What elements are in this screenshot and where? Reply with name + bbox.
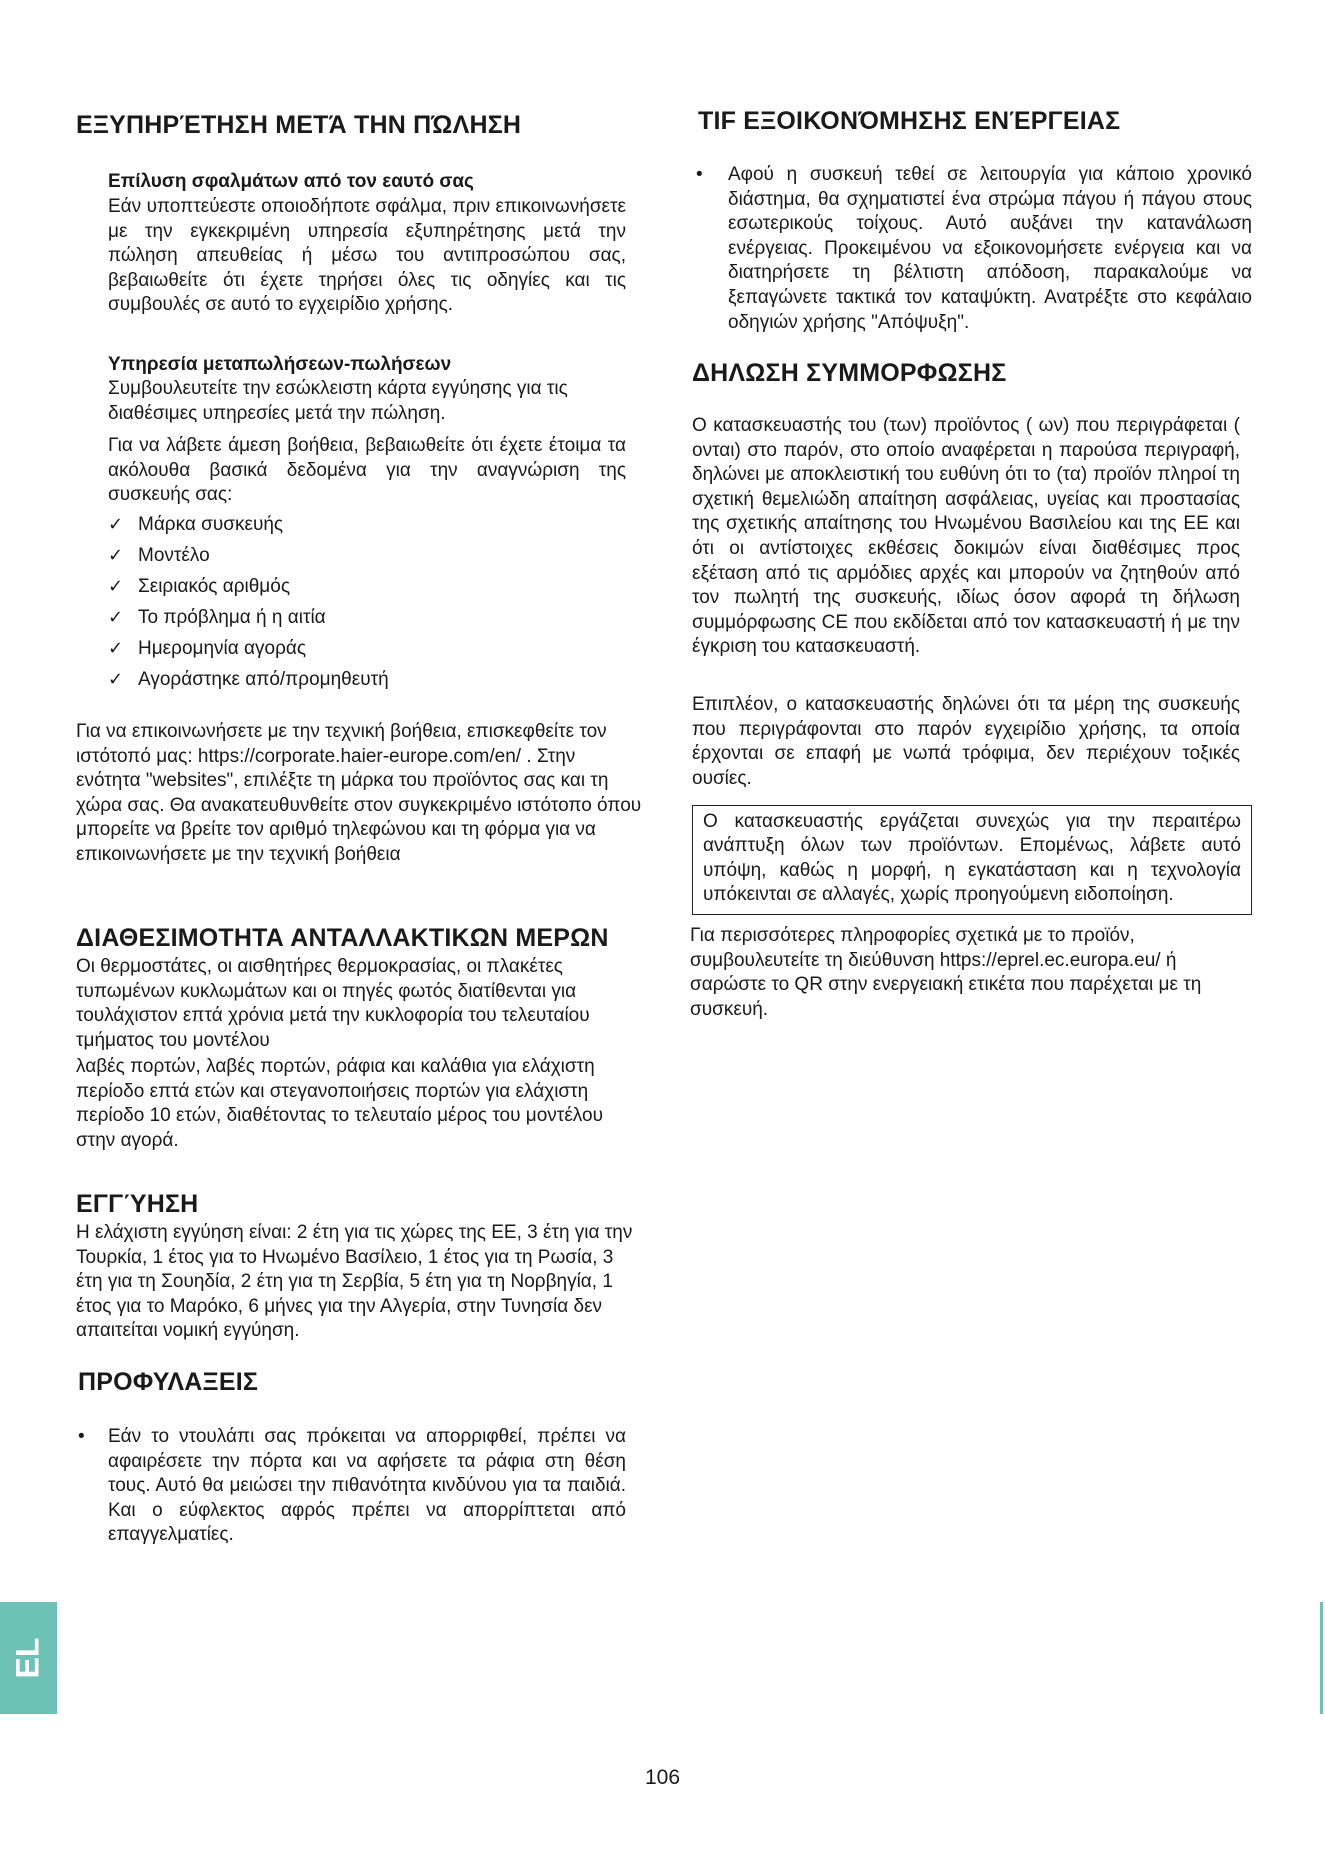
check-icon: ✓ xyxy=(108,669,124,690)
conformity-heading: ΔΗΛΩΣΗ ΣΥΜΜΟΡΦΩΣΗΣ xyxy=(692,359,1007,387)
checklist-item: ✓ Ημερομηνία αγοράς xyxy=(108,638,307,659)
contact-text: Για να επικοινωνήσετε με την τεχνική βοήθεια, επισκεφθείτε τον ιστότοπό μας: https://corporate.haier-europe.com/en/ . Στην ενότητα "websites", επιλέξτε τη μάρκα του προϊόντος σας και τη χώρα σας. Θα ανακατευθυνθείτε στον συγκεκριμένο ιστότοπο όπου μπορείτε να βρείτε τον αριθμό τηλεφώνου και τη φόρμα για να επικοινωνήσετε με την τεχνική βοήθεια xyxy=(76,721,642,865)
troubleshoot-title: Επίλυση σφαλμάτων από τον εαυτό σας xyxy=(108,171,474,192)
spare-parts-text-2: λαβές πορτών, λαβές πορτών, ράφια και καλάθια για ελάχιστη περίοδο επτά ετών και στεγανοποιήσεις πορτών για ελάχιστη περίοδο 10 ετών, διαθέτοντας το τελευταίο μέρος του μοντέλου στην αγορά. xyxy=(76,1056,603,1151)
spare-parts-text: Οι θερμοστάτες, οι αισθητήρες θερμοκρασίας, οι πλακέτες τυπωμένων κυκλωμάτων και οι πηγές φωτός διατίθενται για τουλάχιστον επτά χρόνια μετά την κυκλοφορία του τελευταίου τμήματος του μοντέλου xyxy=(76,956,590,1051)
check-icon: ✓ xyxy=(108,545,124,566)
conformity-text: Ο κατασκευαστής του (των) προϊόντος ( ων) που περιγράφεται ( ονται) στο παρόν, στο οποίο αναφέρεται η παρούσα περιγραφή, δηλώνει με αποκλειστική του ευθύνη ότι το (τα) προϊόν πληροί τη σχετική θεμελιώδη απαίτηση ασφάλειας, υγείας και προστασίας της σχετικής απαίτησης του Ηνωμένου Βασιλείου και της ΕΕ και ότι οι αντίστοιχες εκθέσεις δοκιμών είναι διαθέσιμες προς εξέταση από τις αρμόδιες αρχές και μπορούν να ζητηθούν από τον πωλητή της συσκευής, ιδίως όσον αφορά τη δήλωση συμμόρφωσης CE που εκδίδεται από τον κατασκευαστή ή με την έγκριση του κατασκευαστή. xyxy=(692,415,1240,658)
precautions-heading: ΠΡΟΦΥΛΑΞΕΙΣ xyxy=(78,1368,259,1396)
checklist-item: ✓ Σειριακός αριθμός xyxy=(108,576,290,597)
identification-checklist xyxy=(108,513,389,699)
precaution-text: Εάν το ντουλάπι σας πρόκειται να απορριφθεί, πρέπει να αφαιρέσετε την πόρτα και να αφήσετε τα ράφια στη θέση τους. Αυτό θα μειώσει την πιθανότητα κινδύνου για τα παιδιά. Και ο εύφλεκτος αφρός πρέπει να απορρίπτεται από επαγγελματίες. xyxy=(108,1426,626,1546)
conformity-text-2: Επιπλέον, ο κατασκευαστής δηλώνει ότι τα μέρη της συσκευής που περιγράφονται στο παρόν εγχειρίδιο χρήσης, τα οποία έρχονται σε επαφή με νωπά τρόφιμα, δεν περιέχουν τοξικές ουσίες. xyxy=(692,694,1240,789)
right-edge-marker xyxy=(1320,1602,1323,1714)
check-icon: ✓ xyxy=(108,607,124,628)
checklist-item: ✓ Το πρόβλημα ή η αιτία xyxy=(108,607,326,628)
spare-parts-heading: ΔΙΑΘΕΣΙΜΟΤΗΤΑ ΑΝΤΑΛΛΑΚΤΙΚΩΝ ΜΕΡΩΝ xyxy=(76,924,609,952)
language-tab-label: EL xyxy=(9,1637,46,1679)
energy-tip-heading: TIF ΕΞΟΙΚΟΝΌΜΗΣΗΣ ΕΝΈΡΓΕΙΑΣ xyxy=(698,107,1121,135)
warranty-heading: ΕΓΓΎΗΣΗ xyxy=(76,1190,199,1218)
bullet-icon: • xyxy=(78,1426,85,1447)
more-info-text: Για περισσότερες πληροφορίες σχετικά με το προϊόν, συμβουλευτείτε τη διεύθυνση https://eprel.ec.europa.eu/ ή σαρώστε το QR στην ενεργειακή ετικέτα που παρέχεται με τη συσκευή. xyxy=(690,925,1202,1020)
checklist-item: ✓ Μοντέλο xyxy=(108,545,210,566)
notice-box: Ο κατασκευαστής εργάζεται συνεχώς για την περαιτέρω ανάπτυξη όλων των προϊόντων. Επομένως, λάβετε αυτό υπόψη, καθώς η μορφή, η εγκατάσταση και η τεχνολογία υπόκεινται σε αλλαγές, χωρίς προηγούμενη ειδοποίηση. xyxy=(692,805,1252,915)
troubleshoot-text: Εάν υποπτεύεστε οποιοδήποτε σφάλμα, πριν επικοινωνήσετε με την εγκεκριμένη υπηρεσία εξυπηρέτησης μετά την πώληση απευθείας ή μέσω του αντιπροσώπου σας, βεβαιωθείτε ότι έχετε τηρήσει όλες τις οδηγίες και τις συμβουλές σε αυτό το εγχειρίδιο χρήσης. xyxy=(108,196,626,316)
after-sales-heading: ΕΞΥΠΗΡΈΤΗΣΗ ΜΕΤΆ ΤΗΝ ΠΏΛΗΣΗ xyxy=(76,111,522,139)
energy-tip-text: Αφού η συσκευή τεθεί σε λειτουργία για κάποιο χρονικό διάστημα, θα σχηματιστεί ένα στρώμα πάγου ή πάγου στους εσωτερικούς τοίχους. Αυτό αυξάνει την κατανάλωση ενέργειας. Προκειμένου να εξοικονομήσετε ενέργεια και να διατηρήσετε τη βέλτιστη απόδοση, παρακαλούμε να ξεπαγώνετε τακτικά τον καταψύκτη. Ανατρέξτε στο κεφάλαιο οδηγιών χρήσης "Απόψυξη". xyxy=(728,164,1252,333)
check-icon: ✓ xyxy=(108,514,124,535)
checklist-item: ✓ Μάρκα συσκευής xyxy=(108,514,284,535)
direct-help-text: Για να λάβετε άμεση βοήθεια, βεβαιωθείτε ότι έχετε έτοιμα τα ακόλουθα βασικά δεδομένα για την αναγνώριση της συσκευής σας: xyxy=(108,435,626,506)
energy-tip-item xyxy=(696,163,1252,335)
service-text: Συμβουλευτείτε την εσώκλειστη κάρτα εγγύησης για τις διαθέσιμες υπηρεσίες μετά την πώληση. xyxy=(108,378,568,424)
precaution-item xyxy=(78,1425,626,1548)
page-number: 106 xyxy=(644,1766,681,1789)
warranty-text: Η ελάχιστη εγγύηση είναι: 2 έτη για τις χώρες της ΕΕ, 3 έτη για την Τουρκία, 1 έτος για το Ηνωμένο Βασίλειο, 1 έτος για τη Ρωσία, 3 έτη για τη Σουηδία, 2 έτη για τη Σερβία, 5 έτη για τη Νορβηγία, 1 έτος για το Μαρόκο, 6 μήνες για την Αλγερία, στην Τυνησία δεν απαιτείται νομική εγγύηση. xyxy=(76,1222,633,1342)
checklist-item: ✓ Αγοράστηκε από/προμηθευτή xyxy=(108,669,389,690)
service-title: Υπηρεσία μεταπωλήσεων-πωλήσεων xyxy=(108,354,452,375)
bullet-icon: • xyxy=(696,164,703,185)
check-icon: ✓ xyxy=(108,576,124,597)
check-icon: ✓ xyxy=(108,638,124,659)
language-tab xyxy=(0,1602,57,1714)
